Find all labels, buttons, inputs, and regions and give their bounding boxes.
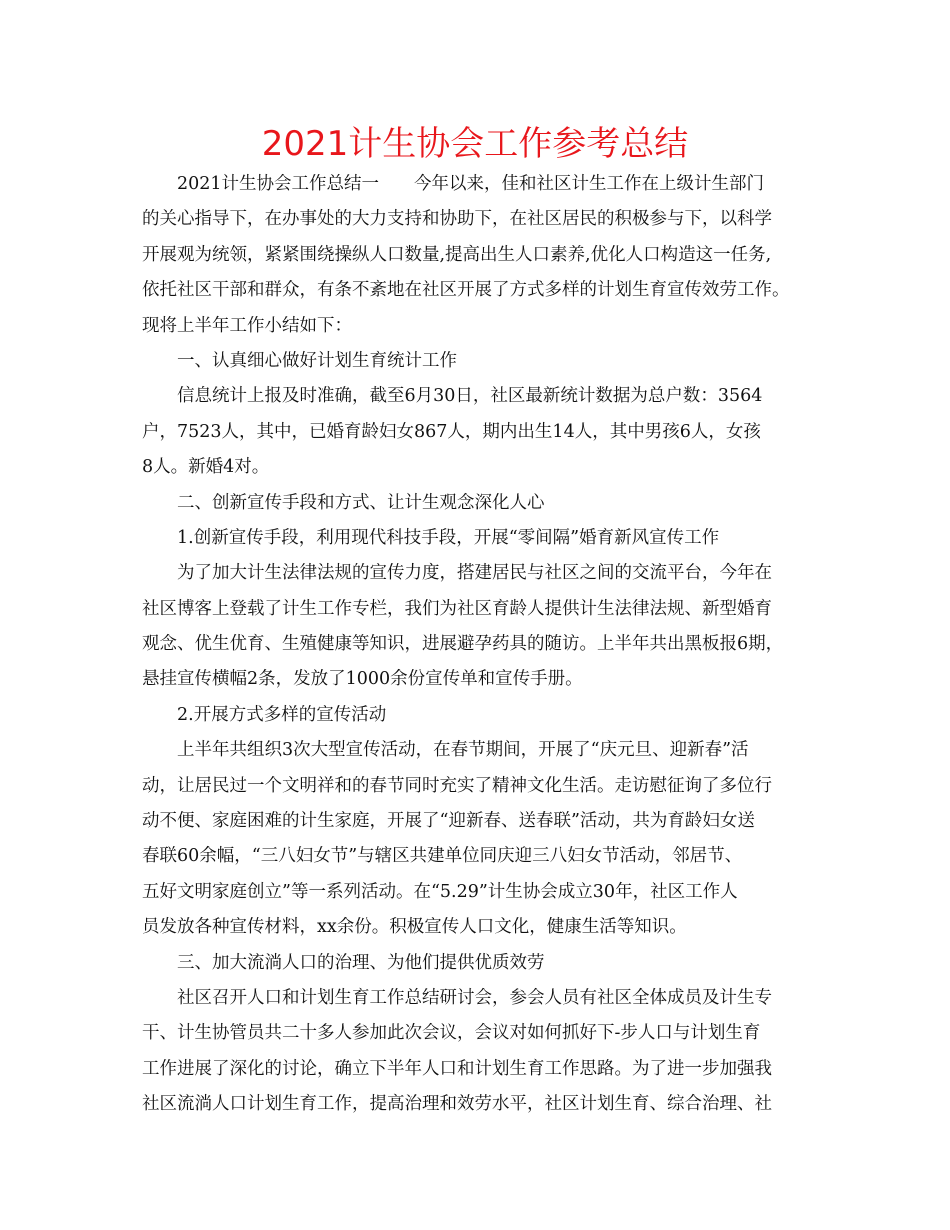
paragraph-line: 2021计生协会工作总结一 今年以来，佳和社区计生工作在上级计生部门 [177,174,765,194]
paragraph-line: 春联60余幅，“三八妇女节”与辖区共建单位同庆迎三八妇女节活动，邻居节、 [142,846,743,867]
paragraph-line: 8人。新婚4对。 [142,457,270,478]
paragraph-line: 员发放各种宣传材料，xx余份。积极宣传人口文化，健康生活等知识。 [142,917,687,938]
paragraph-line: 户，7523人，其中，已婚育龄妇女867人，期内出生14人，其中男孩6人，女孩 [142,421,761,442]
paragraph-line: 现将上半年工作小结如下： [142,315,352,336]
paragraph-line: 依托社区干部和群众，有条不紊地在社区开展了方式多样的计划生育宣传效劳工作。 [142,280,790,301]
paragraph-line: 社区召开人口和计划生育工作总结研讨会，参会人员有社区全体成员及计生专 [177,987,772,1008]
paragraph-line: 社区流淌人口计划生育工作，提高治理和效劳水平，社区计划生育、综合治理、社 [142,1094,772,1115]
paragraph-line: 上半年共组织3次大型宣传活动，在春节期间，开展了“庆元旦、迎新春”活 [177,740,749,761]
subsection-heading: 2.开展方式多样的宣传活动 [177,704,387,725]
paragraph-line: 社区博客上登载了计生工作专栏，我们为社区育龄人提供计生法律法规、新型婚育 [142,598,772,619]
document-body [142,167,822,1123]
paragraph-line: 开展观为统领，紧紧围绕操纵人口数量,提高出生人口素养,优化人口构造这一任务, [142,244,772,265]
paragraph-line: 动，让居民过一个文明祥和的春节同时充实了精神文化生活。走访慰征询了多位行 [142,775,772,796]
paragraph-line: 工作进展了深化的讨论，确立下半年人口和计划生育工作思路。为了进一步加强我 [142,1058,772,1079]
section-heading: 三、加大流淌人口的治理、为他们提供优质效劳 [177,952,545,973]
section-heading: 二、创新宣传手段和方式、让计生观念深化人心 [177,492,545,513]
section-heading: 一、认真细心做好计划生育统计工作 [177,350,457,371]
paragraph-line: 干、计生协管员共二十多人参加此次会议，会议对如何抓好下-步人口与计划生育 [142,1023,761,1044]
paragraph-line: 悬挂宣传横幅2条，发放了1000余份宣传单和宣传手册。 [142,669,583,690]
paragraph-line: 动不便、家庭困难的计生家庭，开展了“迎新春、送春联”活动，共为育龄妇女送 [142,811,755,832]
subsection-heading: 1.创新宣传手段，利用现代科技手段，开展“零间隔”婚育新风宣传工作 [177,527,720,548]
document-title: 2021计生协会工作参考总结 [261,124,689,164]
paragraph-line: 信息统计上报及时准确，截至6月30日，社区最新统计数据为总户数：3564 [177,386,763,407]
paragraph-line: 观念、优生优育、生殖健康等知识，进展避孕药具的随访。上半年共出黑板报6期， [142,634,784,655]
paragraph-line: 五好文明家庭创立”等一系列活动。在“5.29”计生协会成立30年，社区工作人 [142,881,738,902]
paragraph-line: 为了加大计生法律法规的宣传力度，搭建居民与社区之间的交流平台，今年在 [177,563,772,584]
paragraph-line: 的关心指导下，在办事处的大力支持和协助下，在社区居民的积极参与下，以科学 [142,209,772,230]
